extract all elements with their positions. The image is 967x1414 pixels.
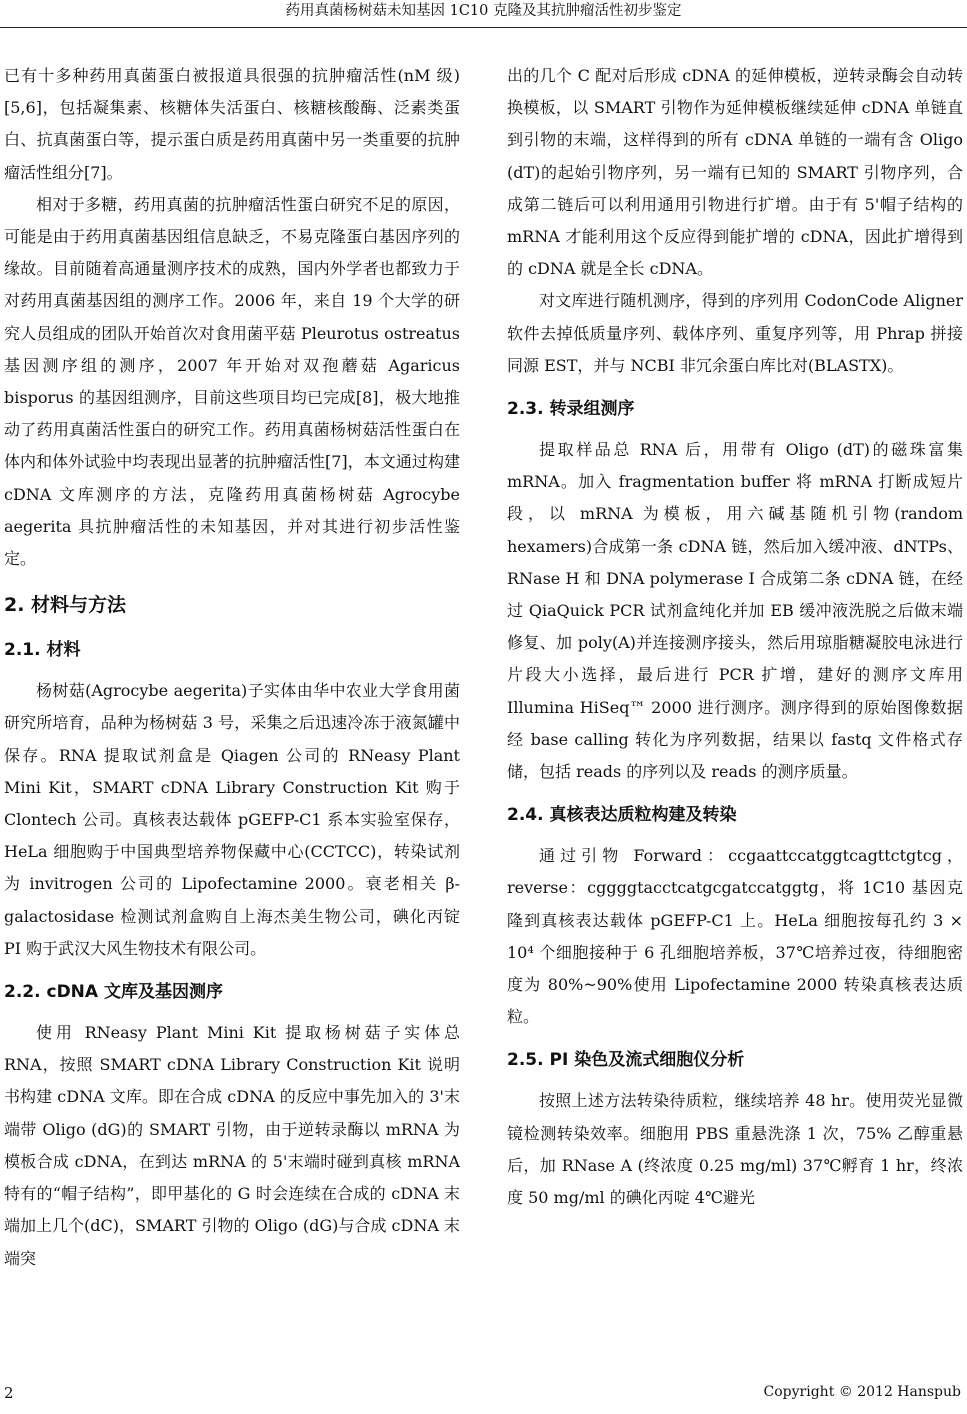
paragraph: 已有十多种药用真菌蛋白被报道具很强的抗肿瘤活性(nM 级)[5,6]，包括凝集素、核糖体失活蛋白、核糖核酸酶、泛素类蛋白、抗真菌蛋白等，提示蛋白质是药用真菌中另一类重要的抗肿瘤活性组分[7]。: [4, 66, 460, 182]
subsection-heading: 2.3. 转录组测序: [507, 399, 635, 420]
left-column: [4, 60, 460, 1360]
paragraph: 出的几个 C 配对后形成 cDNA 的延伸模板，逆转录酶会自动转换模板，以 SMART 引物作为延伸模板继续延伸 cDNA 单链直到引物的末端，这样得到的所有 cDNA 单链的一端有含 Oligo (dT)的起始引物序列，另一端有已知的 SMART 引物序列，合成第二链后可以利用通用引物进行扩增。由于有 5'帽子结构的 mRNA 才能利用这个反应得到能扩增的 cDNA，因此扩增得到的 cDNA 就是全长 cDNA。: [507, 66, 963, 279]
paragraph: 通过引物 Forward：ccgaattccatggtcagttctgtcg，reverse：cggggtacctcatgcgatccatggtg，将 1C10 基因克隆到真核表达载体 pGEFP-C1 上。HeLa 细胞按每孔约 3 × 10⁴ 个细胞接种于 6 孔细胞培养板，37℃培养过夜，待细胞密度为 80%~90%使用 Lipofectamine 2000 转染真核表达质粒。: [507, 846, 963, 1027]
paragraph: 相对于多糖，药用真菌的抗肿瘤活性蛋白研究不足的原因，可能是由于药用真菌基因组信息缺乏，不易克隆蛋白基因序列的缘故。目前随着高通量测序技术的成熟，国内外学者也都致力于对药用真菌基因组的测序工作。2006 年，来自 19 个大学的研究人员组成的团队开始首次对食用菌平菇 Pleurotus ostreatus 基因测序组的测序，2007 年开始对双孢蘑菇 Agaricus bisporus 的基因组测序，目前这些项目均已完成[8]，极大地推动了药用真菌活性蛋白的研究工作。药用真菌杨树菇活性蛋白在体内和体外试验中均表现出显著的抗肿瘤活性[7]，本文通过构建 cDNA 文库测序的方法，克隆药用真菌杨树菇 Agrocybe aegerita 具抗肿瘤活性的未知基因，并对其进行初步活性鉴定。: [4, 194, 460, 569]
paragraph: 使用 RNeasy Plant Mini Kit 提取杨树菇子实体总 RNA，按照 SMART cDNA Library Construction Kit 说明书构建 cDNA 文库。即在合成 cDNA 的反应中事先加入的 3'末端带 Oligo (dG)的 SMART 引物，由于逆转录酶以 mRNA 为模板合成 cDNA，在到达 mRNA 的 5'末端时碰到真核 mRNA 特有的“帽子结构”，即甲基化的 G 时会连续在合成的 cDNA 末端加上几个(dC)，SMART 引物的 Oligo (dG)与合成 cDNA 末端突: [4, 1023, 460, 1268]
paragraph: 提取样品总 RNA 后，用带有 Oligo (dT)的磁珠富集 mRNA。加入 fragmentation buffer 将 mRNA 打断成短片段，以 mRNA 为模板，用六碱基随机引物(random hexamers)合成第一条 cDNA 链，然后加入缓冲液、dNTPs、RNase H 和 DNA polymerase I 合成第二条 cDNA 链，在经过 QiaQuick PCR 试剂盒纯化并加 EB 缓冲液洗脱之后做末端修复、加 poly(A)并连接测序接头，然后用琼脂糖凝胶电泳进行片段大小选择，最后进行 PCR 扩增，建好的测序文库用 Illumina HiSeq™ 2000 进行测序。测序得到的原始图像数据经 base calling 转化为序列数据，结果以 fastq 文件格式存储，包括 reads 的序列以及 reads 的测序质量。: [507, 440, 963, 782]
section-heading: 2. 材料与方法: [4, 594, 127, 617]
paragraph: 杨树菇(Agrocybe aegerita)子实体由华中农业大学食用菌研究所培育，品种为杨树菇 3 号，采集之后迅速冷冻于液氮罐中保存。RNA 提取试剂盒是 Qiagen 公司的 RNeasy Plant Mini Kit，SMART cDNA Library Construction Kit 购于 Clontech 公司。真核表达载体 pGEFP-C1 系本实验室保存，HeLa 细胞购于中国典型培养物保藏中心(CCTCC)，转染试剂为 invitrogen 公司的 Lipofectamine 2000。衰老相关 β-galactosidase 检测试剂盒购自上海杰美生物公司，碘化丙锭 PI 购于武汉大风生物技术有限公司。: [4, 681, 460, 958]
header-rule: [0, 27, 967, 28]
paragraph: 对文库进行随机测序，得到的序列用 CodonCode Aligner 软件去掉低质量序列、载体序列、重复序列等，用 Phrap 拼接同源 EST，并与 NCBI 非冗余蛋白库比对(BLASTX)。: [507, 291, 963, 375]
subsection-heading: 2.1. 材料: [4, 640, 81, 661]
copyright: Copyright © 2012 Hanspub: [763, 1384, 961, 1400]
right-column: [507, 60, 963, 1360]
paragraph: 按照上述方法转染待质粒，继续培养 48 hr。使用荧光显微镜检测转染效率。细胞用 PBS 重悬洗涤 1 次，75% 乙醇重悬后，加 RNase A (终浓度 0.25 mg/ml) 37℃孵育 1 hr，终浓度 50 mg/ml 的碘化丙啶 4℃避光: [507, 1091, 963, 1208]
running-header: 药用真菌杨树菇未知基因 1C10 克隆及其抗肿瘤活性初步鉴定: [285, 3, 682, 19]
page-number: 2: [4, 1384, 14, 1402]
subsection-heading: 2.5. PI 染色及流式细胞仪分析: [507, 1050, 745, 1071]
subsection-heading: 2.2. cDNA 文库及基因测序: [4, 982, 223, 1003]
subsection-heading: 2.4. 真核表达质粒构建及转染: [507, 805, 737, 826]
